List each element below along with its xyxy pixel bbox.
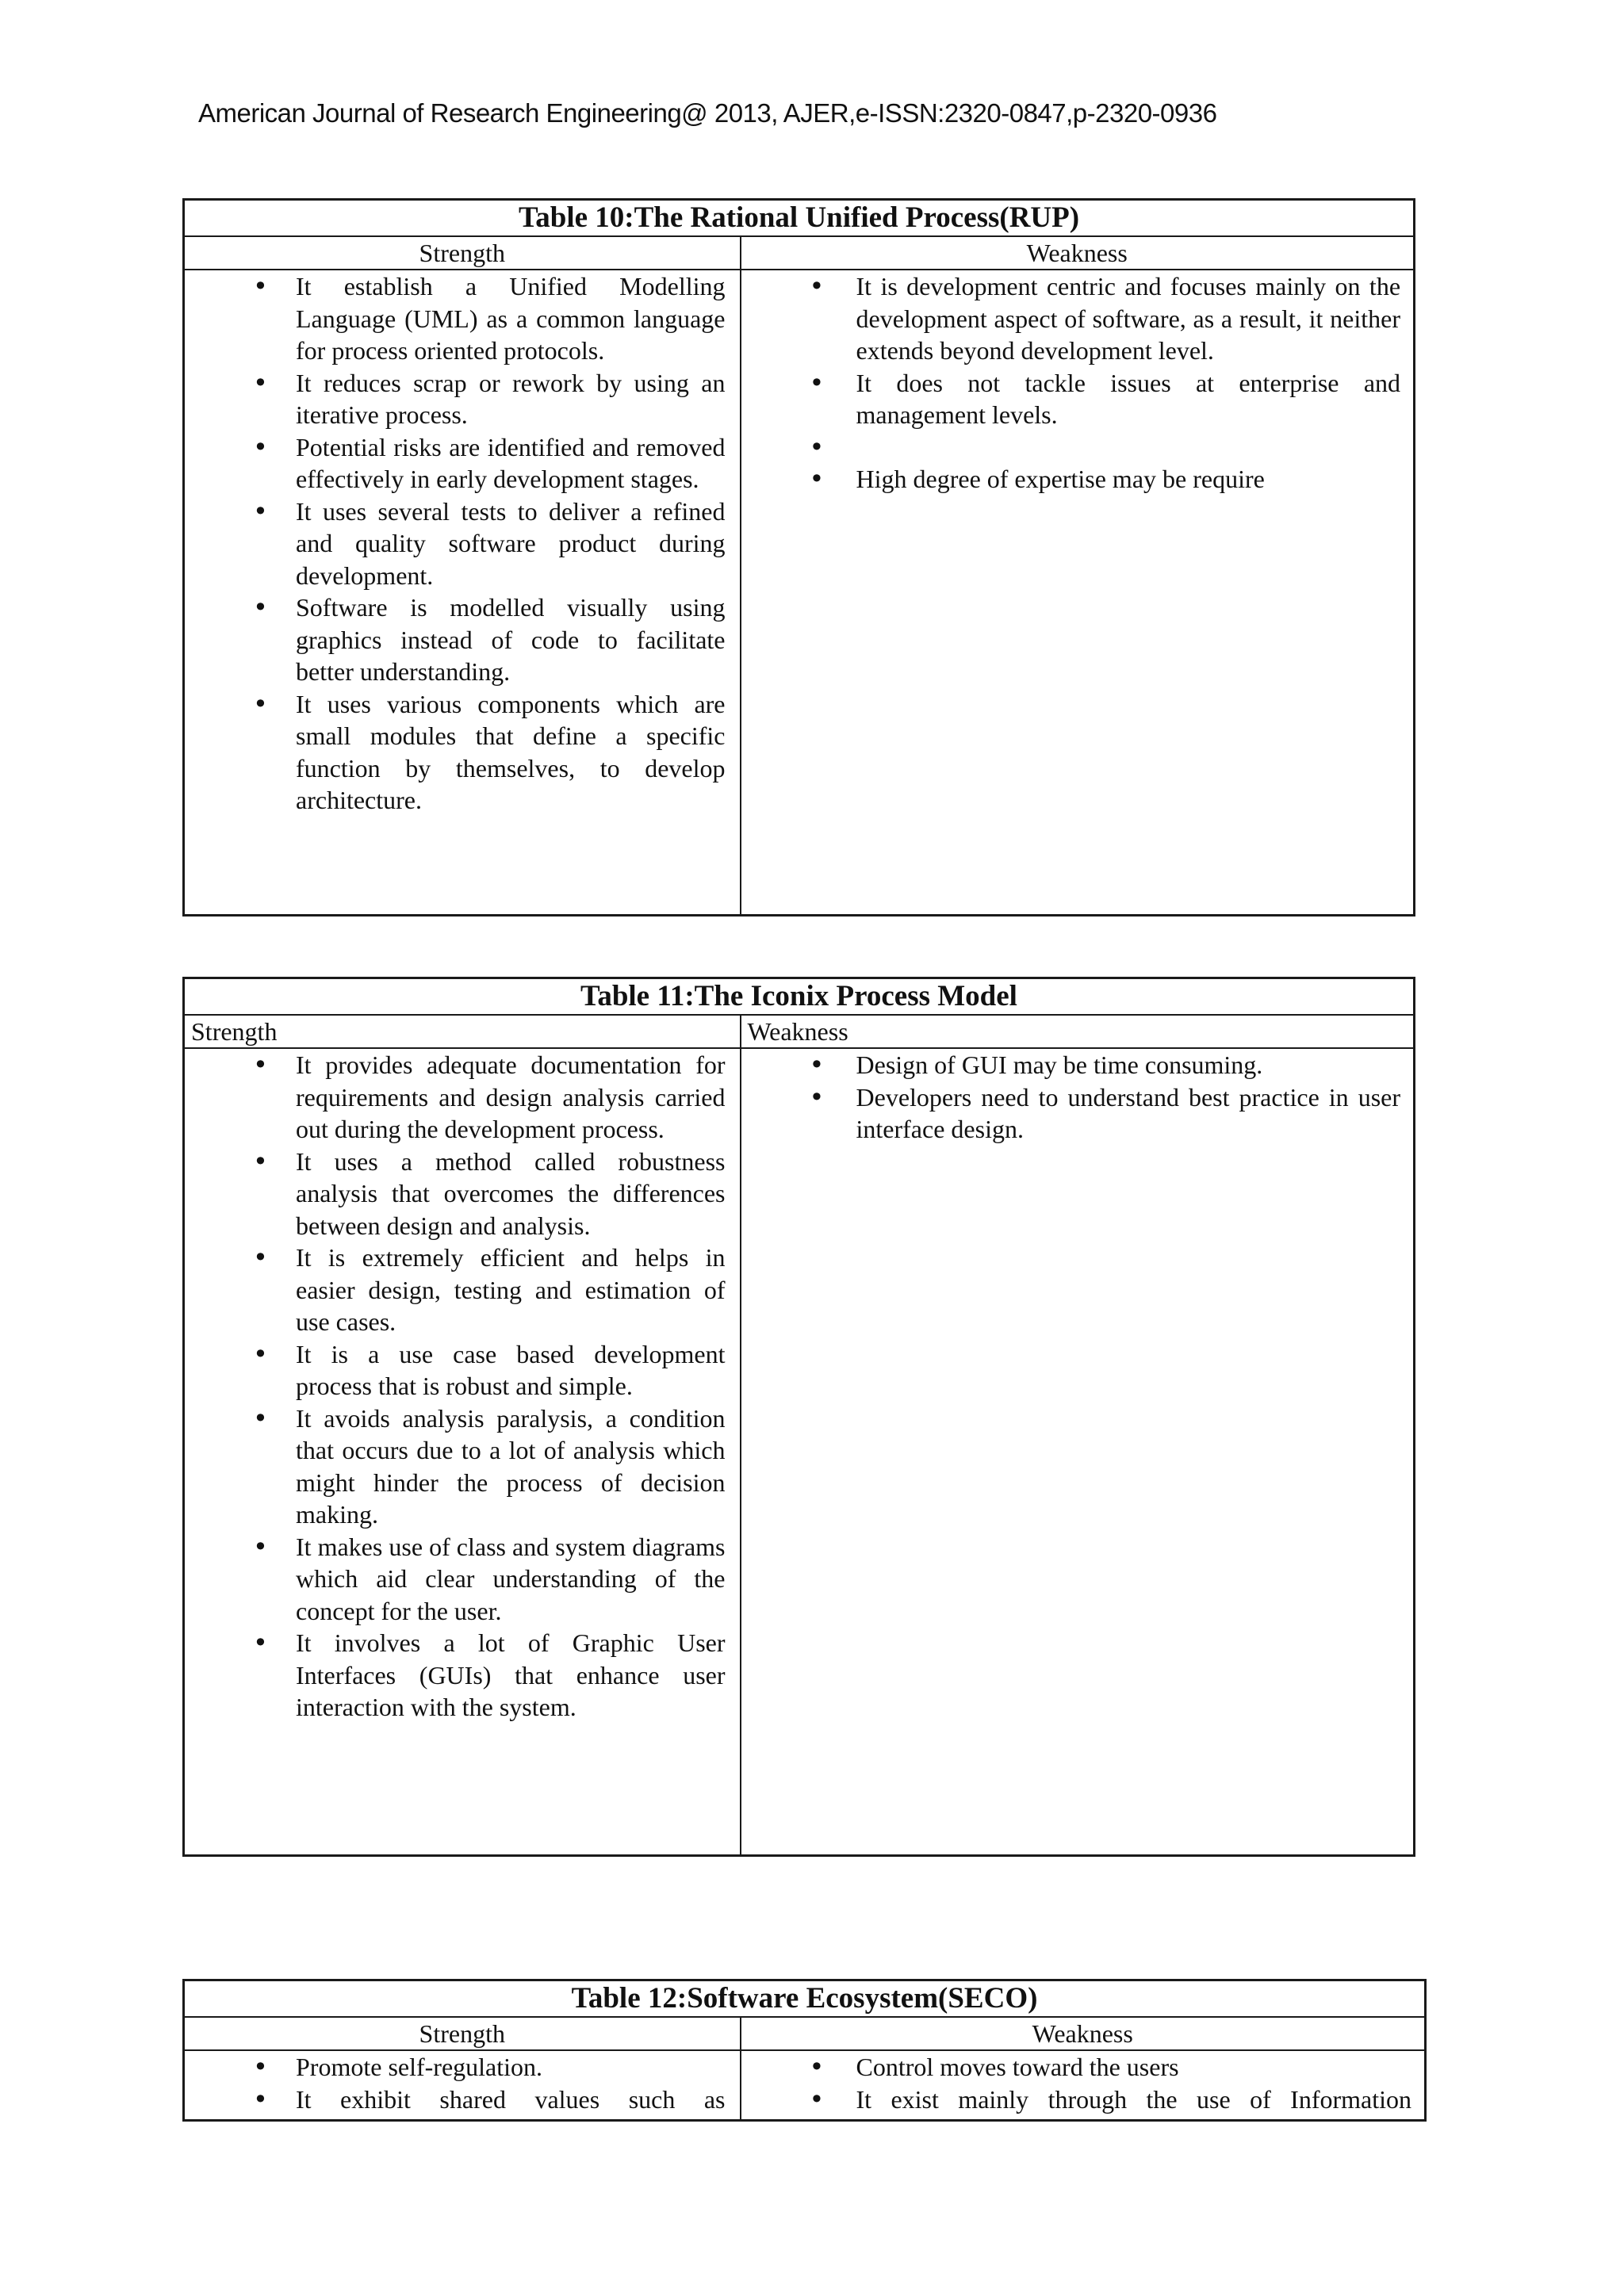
list-item: • It uses a method called robustness analysis that overcomes the differences between design and analysis. bbox=[185, 1146, 740, 1242]
list-item: • It uses several tests to deliver a refined and quality software product during development. bbox=[185, 496, 740, 592]
weakness-header: Weakness bbox=[741, 2017, 1426, 2050]
list-item: • It is a use case based development process that is robust and simple. bbox=[185, 1338, 740, 1402]
list-item: • It is development centric and focuses mainly on the development aspect of software, as a result, it neither extends beyond development level. bbox=[741, 270, 1414, 367]
list-item: • Software is modelled visually using graphics instead of code to facilitate better understanding. bbox=[185, 591, 740, 688]
list-item: • It provides adequate documentation for requirements and design analysis carried out during the development process. bbox=[185, 1049, 740, 1146]
weakness-list bbox=[741, 1049, 1414, 1146]
strength-cell bbox=[184, 270, 741, 916]
list-item: • It exhibit shared values such as bbox=[185, 2084, 740, 2116]
list-item: • Potential risks are identified and removed effectively in early development stages. bbox=[185, 431, 740, 496]
weakness-header: Weakness bbox=[741, 1015, 1415, 1048]
table-title: Table 10:The Rational Unified Process(RUP) bbox=[184, 200, 1415, 237]
weakness-cell bbox=[741, 1048, 1415, 1856]
list-spacer bbox=[741, 431, 1414, 463]
list-item: • It reduces scrap or rework by using an iterative process. bbox=[185, 367, 740, 431]
list-item: • It involves a lot of Graphic User Interfaces (GUIs) that enhance user interaction with the system. bbox=[185, 1627, 740, 1724]
table-rup bbox=[182, 198, 1415, 916]
list-item: • Control moves toward the users bbox=[741, 2051, 1425, 2084]
strength-header: Strength bbox=[184, 2017, 741, 2050]
strength-header: Strength bbox=[184, 1015, 741, 1048]
strength-list bbox=[185, 2051, 740, 2115]
weakness-cell bbox=[741, 270, 1415, 916]
weakness-list bbox=[741, 270, 1414, 495]
list-item: • It is extremely efficient and helps in easier design, testing and estimation of use cases. bbox=[185, 1242, 740, 1338]
strength-list bbox=[185, 1049, 740, 1724]
table-iconix bbox=[182, 977, 1415, 1857]
list-item: • It establish a Unified Modelling Language (UML) as a common language for process oriented protocols. bbox=[185, 270, 740, 367]
list-item: • Promote self-regulation. bbox=[185, 2051, 740, 2084]
list-item: • Developers need to understand best practice in user interface design. bbox=[741, 1081, 1414, 1146]
list-item: • It exist mainly through the use of Information bbox=[741, 2084, 1425, 2116]
list-item: • High degree of expertise may be require bbox=[741, 463, 1414, 496]
list-item: • It makes use of class and system diagrams which aid clear understanding of the concept for the user. bbox=[185, 1531, 740, 1628]
strength-header: Strength bbox=[184, 236, 741, 270]
strength-cell bbox=[184, 1048, 741, 1856]
journal-header: American Journal of Research Engineering@ 2013, AJER,e-ISSN:2320-0847,p-2320-0936 bbox=[198, 98, 1217, 128]
weakness-cell bbox=[741, 2050, 1426, 2121]
strength-list bbox=[185, 270, 740, 817]
weakness-list bbox=[741, 2051, 1425, 2115]
list-item: • It avoids analysis paralysis, a condition that occurs due to a lot of analysis which might hinder the process of decision making. bbox=[185, 1402, 740, 1531]
list-item: • Design of GUI may be time consuming. bbox=[741, 1049, 1414, 1081]
list-item: • It does not tackle issues at enterprise and management levels. bbox=[741, 367, 1414, 431]
table-title: Table 12:Software Ecosystem(SECO) bbox=[184, 1980, 1426, 2018]
weakness-header: Weakness bbox=[741, 236, 1415, 270]
list-item: • It uses various components which are small modules that define a specific function by themselves, to develop architecture. bbox=[185, 688, 740, 817]
strength-cell bbox=[184, 2050, 741, 2121]
table-seco bbox=[182, 1979, 1427, 2122]
table-title: Table 11:The Iconix Process Model bbox=[184, 978, 1415, 1016]
